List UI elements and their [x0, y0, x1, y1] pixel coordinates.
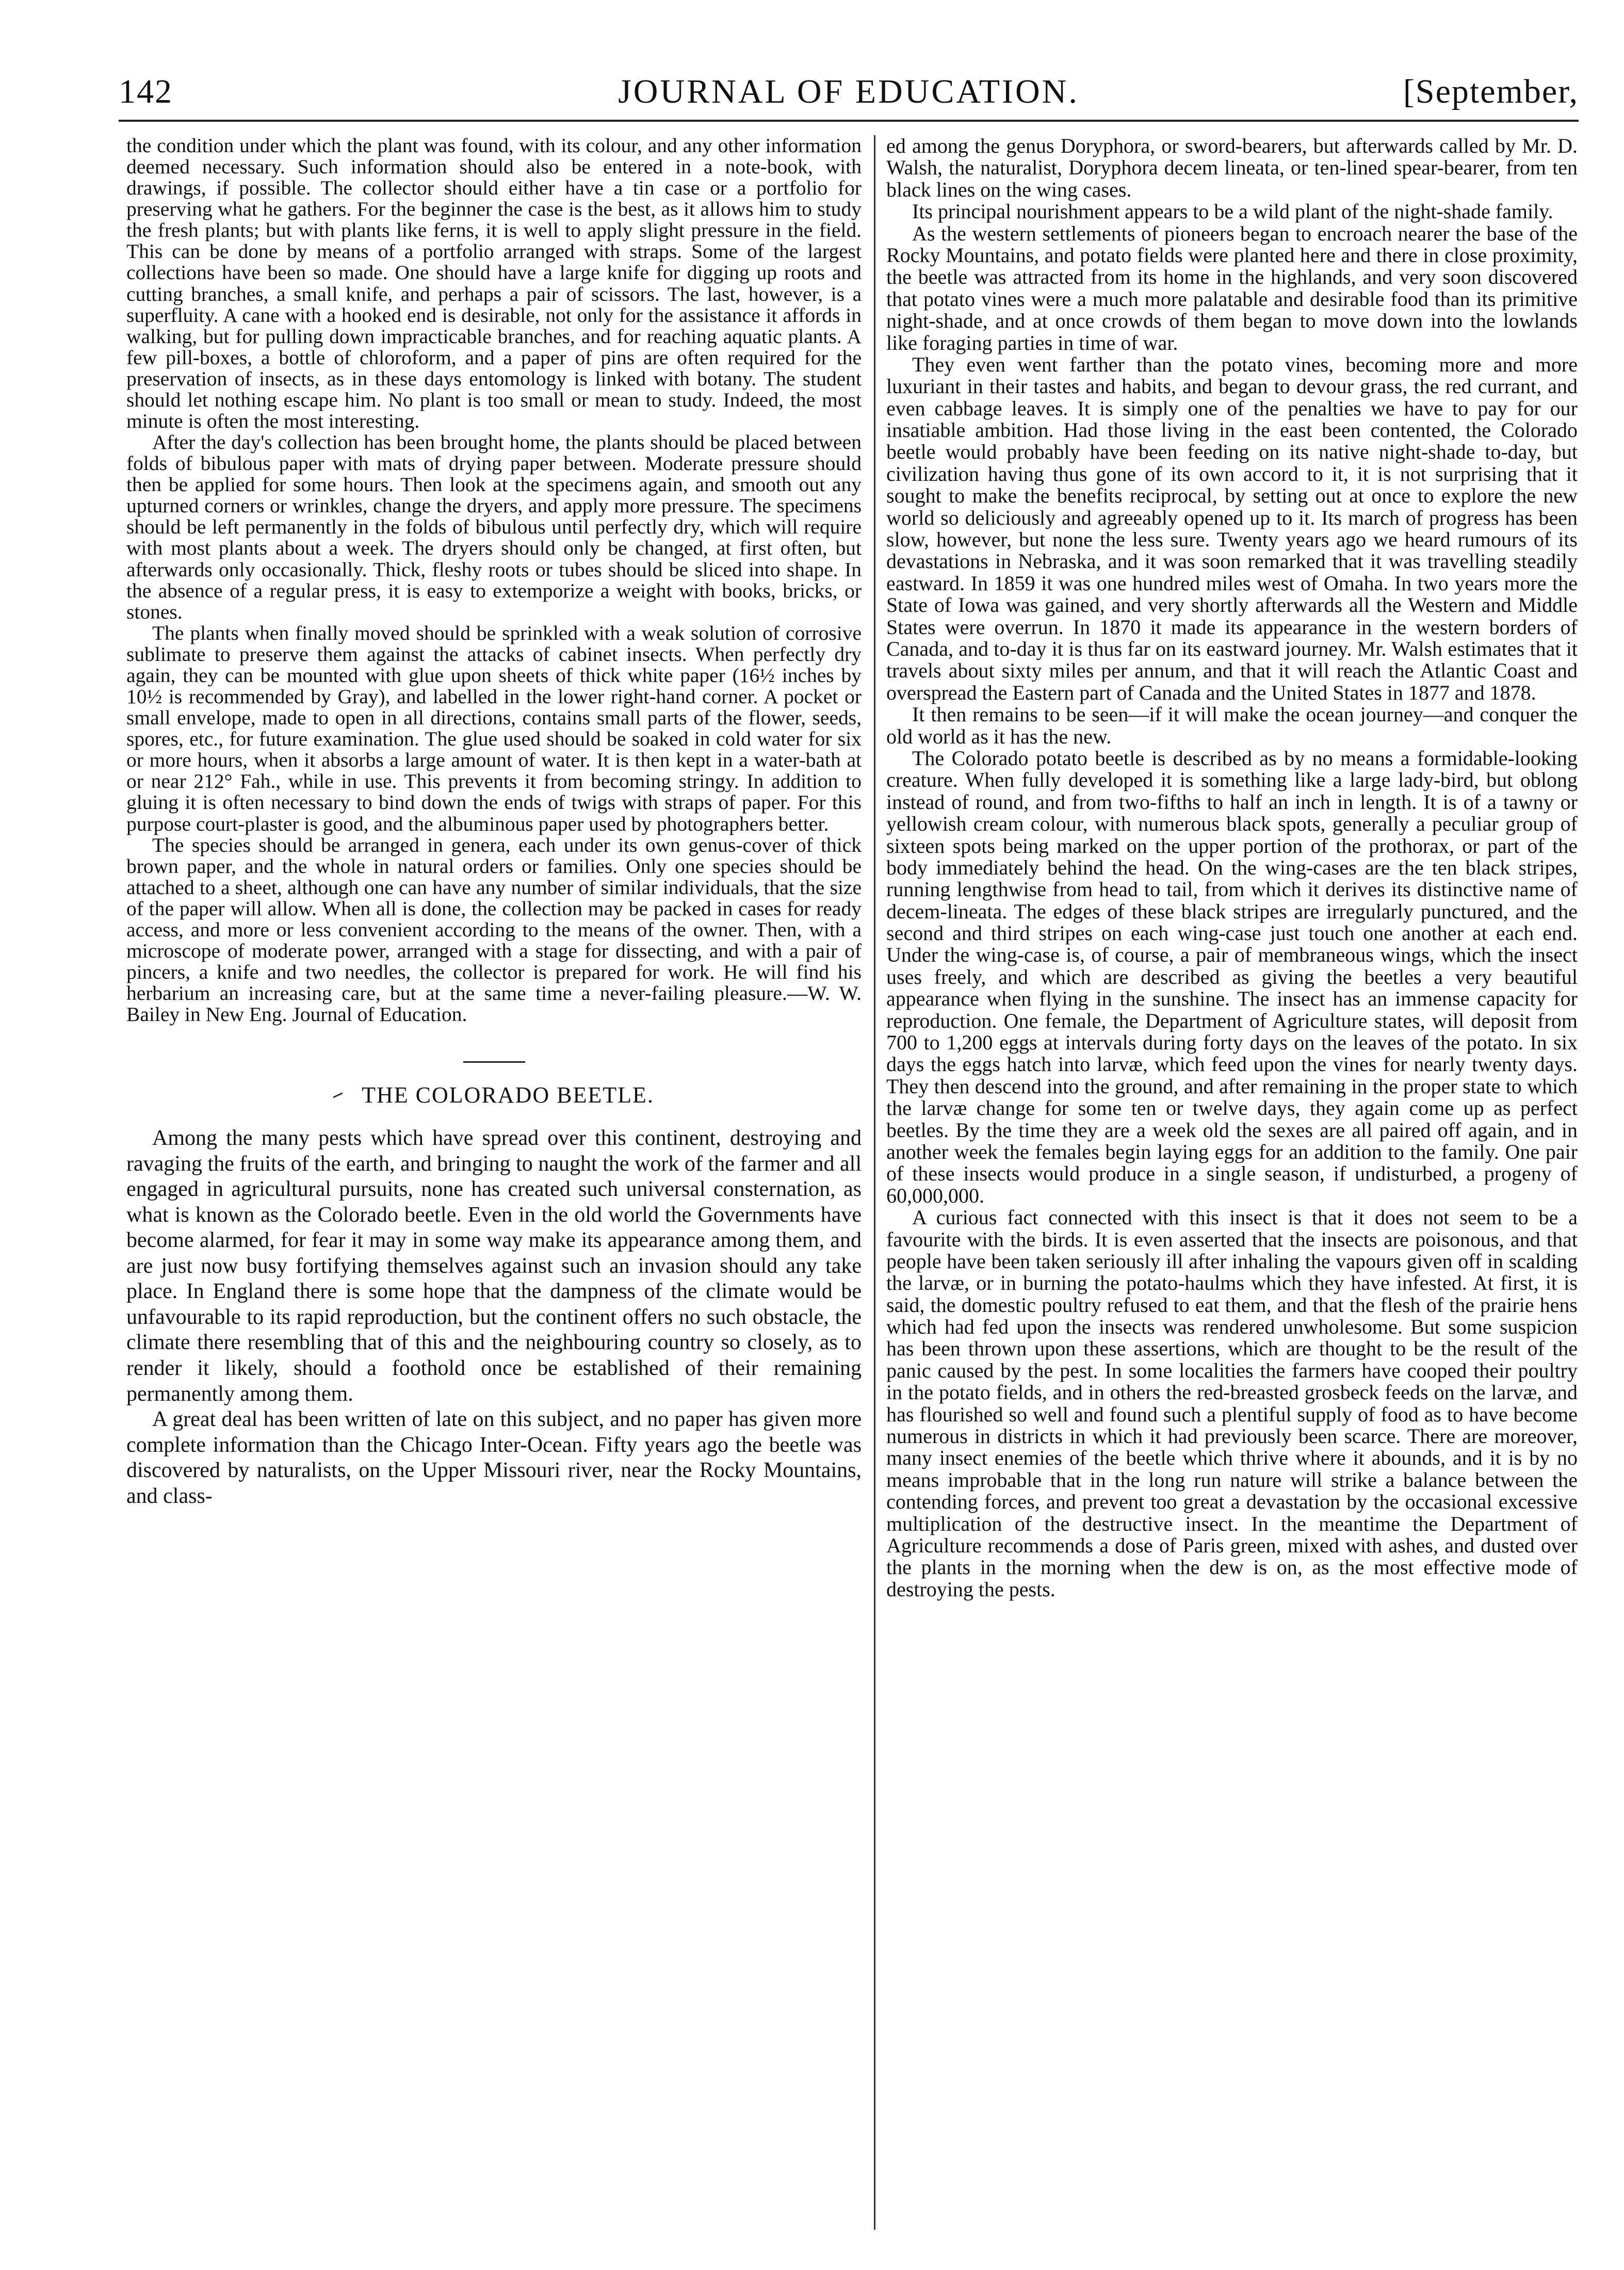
- article-body: [126, 1126, 862, 1509]
- margin-mark: [333, 1092, 345, 1102]
- left-paragraph-4: The species should be arranged in genera, each under its own genus-cover of thick brown paper, and the whole in natural orders or families. Only one species should be attached to a sheet, although one can have any number of similar individuals, that the size of the paper will allow. When all is done, the collection may be packed in cases for ready access, and more or less convenient according to the means of the owner. Then, with a microscope of moderate power, arranged with a stage for dissecting, and with a pair of pincers, a knife and two needles, the collector is prepared for work. He will find his herbarium an increasing care, but at the same time a never-failing pleasure.—W. W. Bailey in New Eng. Journal of Education.: [126, 833, 862, 1026]
- issue-month: [September,: [1403, 73, 1579, 110]
- section-separator: [463, 1061, 525, 1063]
- right-paragraph-7: A curious fact connected with this insect is that it does not seem to be a favourite with the birds. It is even asserted that the insects are poisonous, and that people have been taken seriously ill after inhaling the vapours given off in scalding the larvæ, or in burning the potato-haulms which they have infested. At first, it is said, the domestic poultry refused to eat them, and that the flesh of the prairie hens which had fed upon the insects was rendered unwholesome. But some suspicion has been thrown upon these assertions, which are thought to be the result of the panic caused by the pest. In some localities the farmers have cooped their poultry in the potato fields, and in others the red-breasted grosbeck feeds on the larvæ, and has flourished so well and found such a plentiful supply of food as to have become numerous in districts in which it had previously been scarce. There are moreover, many insect enemies of the beetle which thrive where it abounds, and it is by no means improbable that in the long run nature will strike a balance between the contending forces, and prevent too great a devastation by the occasional excessive multiplication of the destructive insect. In the meantime the Department of Agriculture recommends a dose of Paris green, mixed with ashes, and dusted over the plants in the morning when the dew is on, as the most effective mode of destroying the pests.: [886, 1206, 1578, 1601]
- right-paragraph-1: ed among the genus Doryphora, or sword-bearers, but afterwards called by Mr. D. Walsh, the naturalist, Doryphora decem lineata, or ten-lined spear-bearer, from ten black lines on the wing cases.: [886, 134, 1578, 201]
- section-title-text: THE COLORADO BEETLE.: [362, 1082, 654, 1108]
- right-paragraph-4: They even went farther than the potato vines, becoming more and more luxuriant in their tastes and habits, and began to devour grass, the red currant, and even cabbage leaves. It is simply one of the penalties we have to pay for our insatiable ambition. Had those living in the east been contented, the Colorado beetle would probably have been feeding on its native night-shade to-day, but civilization having thus gone of its own accord to it, it is not surprising that it sought to make the benefits reciprocal, by setting out at once to explore the new world so deliciously and agreeably opened up to it. Its march of progress has been slow, however, but none the less sure. Twenty years ago we heard rumours of its devastations in Nebraska, and it was soon remarked that it was travelling steadily eastward. In 1859 it was one hundred miles west of Omaha. In two years more the State of Iowa was gained, and very shortly afterwards all the Western and Middle States were overrun. In 1870 it made its appearance in the western borders of Canada, and to-day it is thus far on its eastward journey. Mr. Walsh estimates that it travels about sixty miles per annum, and that it will reach the Atlantic Coast and overspread the Eastern part of Canada and the United States in 1877 and 1878.: [886, 352, 1578, 704]
- article-paragraph-1: Among the many pests which have spread over this continent, destroying and ravaging the fruits of the earth, and bringing to naught the work of the farmer and all engaged in agricultural pursuits, none has created such universal consternation, as what is known as the Colorado beetle. Even in the old world the Governments have become alarmed, for fear it may in some way make its appearance among them, and are just now busy fortifying themselves against such an invasion should any take place. In England there is some hope that the dampness of the climate would be unfavourable to its rapid reproduction, but the continent offers no such obstacle, the climate there resembling that of this and the neighbouring country so closely, as to render it likely, should a foothold once be established of their remaining permanently among them.: [126, 1126, 862, 1406]
- left-paragraph-2: After the day's collection has been brought home, the plants should be placed between folds of bibulous paper with mats of drying paper between. Moderate pressure should then be applied for some hours. Then look at the specimens again, and smooth out any upturned corners or wrinkles, change the dryers, and apply more pressure. The specimens should be left permanently in the folds of bibulous until perfectly dry, which will require with most plants about a week. The dryers should only be changed, at first often, but afterwards only occasionally. Thick, fleshy roots or tubes should be sliced into shape. In the absence of a regular press, it is easy to extemporize a weight with books, bricks, or stones.: [126, 431, 862, 623]
- journal-title: JOURNAL OF EDUCATION.: [618, 73, 1079, 110]
- left-column: [126, 135, 862, 1509]
- section-heading: [126, 1083, 862, 1107]
- page-number: 142: [119, 73, 173, 110]
- article-paragraph-2: A great deal has been written of late on this subject, and no paper has given more complete information than the Chicago Inter-Ocean. Fifty years ago the beetle was discovered by naturalists, on the Upper Missouri river, near the Rocky Mountains, and class-: [126, 1407, 862, 1508]
- right-column: [886, 135, 1578, 1600]
- right-paragraph-2: Its principal nourishment appears to be a wild plant of the night-shade family.: [912, 200, 1553, 223]
- right-paragraph-3: As the western settlements of pioneers began to encroach nearer the base of the Rocky Mountains, and potato fields were planted here and there in close proximity, the beetle was attracted from its home in the highlands, and very soon discovered that potato vines were a much more palatable and desirable food than its primitive night-shade, and at once crowds of them began to move down into the lowlands like foraging parties in time of war.: [886, 221, 1578, 354]
- left-paragraph-3: The plants when finally moved should be sprinkled with a weak solution of corrosive sublimate to preserve them against the attacks of cabinet insects. When perfectly dry again, they can be mounted with glue upon sheets of thick white paper (16½ inches by 10½ is recommended by Gray), and labelled in the lower right-hand corner. A pocket or small envelope, made to open in all directions, contains small parts of the flower, seeds, spores, etc., for future examination. The glue used should be soaked in cold water for six or more hours, when it absorbs a large amount of water. It is then kept in a water-bath at or near 212° Fah., while in use. This prevents it from becoming stringy. In addition to gluing it is often necessary to bind down the ends of twigs with straps of paper. For this purpose court-plaster is good, and the albuminous paper used by photographers better.: [126, 621, 862, 835]
- column-divider: [874, 135, 875, 2230]
- right-paragraph-5: It then remains to be seen—if it will make the ocean journey—and conquer the old world as it has the new.: [886, 703, 1578, 748]
- left-paragraph-1: the condition under which the plant was found, with its colour, and any other information deemed necessary. Such information should also be entered in a note-book, with drawings, if possible. The collector should either have a tin case or a portfolio for preserving what he gathers. For the beginner the case is the best, as it allows him to study the fresh plants; but with plants like ferns, it is well to apply slight pressure in the field. This can be done by means of a portfolio arranged with straps. Some of the largest collections have been so made. One should have a large knife for digging up roots and cutting branches, a small knife, and perhaps a pair of scissors. The last, however, is a superfluity. A cane with a hooked end is desirable, not only for the assistance it affords in walking, but for pulling down impracticable branches, and for reaching aquatic plants. A few pill-boxes, a bottle of chloroform, and a paper of pins are often required for the preservation of insects, as in these days entomology is linked with botany. The student should let nothing escape him. No plant is too small or mean to study. Indeed, the most minute is often the most interesting.: [126, 134, 862, 433]
- page-header: [119, 72, 1579, 113]
- header-rule: [119, 120, 1579, 122]
- right-paragraph-6: The Colorado potato beetle is described as by no means a formidable-looking creature. When fully developed it is something like a large lady-bird, but oblong instead of round, and from two-fifths to half an inch in length. It is of a tawny or yellowish cream colour, with numerous black spots, generally a peculiar group of sixteen spots being marked on the upper portion of the prothorax, or part of the body immediately behind the head. On the wing-cases are the ten black stripes, running lengthwise from head to tail, from which it derives its distinctive name of decem-lineata. The edges of these black stripes are irregularly punctured, and the second and third stripes on each wing-case just touch one another at each end. Under the wing-case is, of course, a pair of membraneous wings, which the insect uses freely, and which are described as giving the beetles a very beautiful appearance when flying in the sunshine. The insect has an immense capacity for reproduction. One female, the Department of Agriculture states, will deposit from 700 to 1,200 eggs at intervals during forty days on the leaves of the potato. In six days the eggs hatch into larvæ, which feed upon the vines for nearly twenty days. They then descend into the ground, and after remaining in the proper state to which the larvæ change for some ten or twelve days, they again come up as perfect beetles. By the time they are a week old the sexes are all paired off again, and in another week the females begin laying eggs for an addition to the family. One pair of these insects would produce in a single season, if undisturbed, a progeny of 60,000,000.: [886, 746, 1578, 1207]
